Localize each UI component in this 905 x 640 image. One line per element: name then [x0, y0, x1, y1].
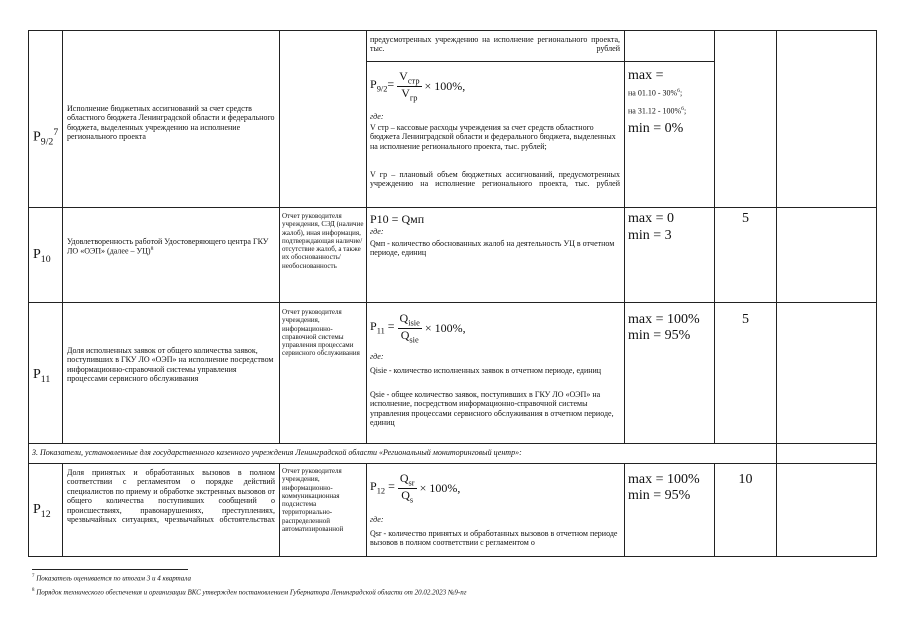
p92-name: Исполнение бюджетных ассигнований за счет средств областного бюджета Ленинградской области и федерального бюджета, выделенных учреждению на исполнение регионального проекта [67, 104, 275, 142]
footnote-separator [32, 569, 188, 570]
p12-formula: $P_{12}$ = $\frac{Q_{sr}}{Q_s}$ × 100%, [370, 471, 461, 505]
footnote-8: $^8$ Порядок технического обеспечения и организации ВКС утвержден постановлением Губернатора Ленинградской области от 20.02.2023 №9-пг [32, 588, 467, 597]
p92-def1: V стр – кассовые расходы учреждения за счет средств областного бюджета Ленинградской области и федерального бюджета, выделенных на исполнение регионального проекта, тыс. рублей; [370, 123, 616, 151]
p12-weight: 10 [738, 472, 753, 487]
col-divider-5 [714, 30, 715, 443]
footnote-7: $^7$ Показатель оценивается по итогам 3 и 4 квартала [32, 574, 191, 583]
p92-def2: V гр – плановый объем бюджетных ассигнований, предусмотренных учреждению на исполнение регионального проекта, тыс. рублей [370, 170, 620, 189]
p12-where: где: [370, 515, 384, 524]
p12-value-min: min = 95% [628, 488, 691, 503]
row-top-formula-text: предусмотренных учреждению на исполнение регионального проекта, тыс. рублей [370, 35, 620, 54]
p11-name: Доля исполненных заявок от общего количества заявок, поступивших в ГКУ ЛО «ОЭП» на исполнение посредством информационно-справочной системы управления процессами сервисного обслуживания [67, 346, 274, 384]
p92-formula: $P_{9/2}=$ $\frac{V_{стр}}{V_{гр}}$ × 100%, [370, 69, 466, 103]
p92-value-line2: на 01.10 - 30%$^6$; [628, 88, 683, 98]
p92-value-min: min = 0% [628, 121, 684, 136]
p11-where: где: [370, 352, 384, 361]
table-border-left [28, 30, 29, 557]
p10-name: Удовлетворенность работой Удостоверяющего центра ГКУ ЛО «ОЭП» (далее – УЦ)$^8$ [67, 237, 269, 257]
p11-def2: Qsie - общее количество заявок, поступивших в ГКУ ЛО «ОЭП» на исполнение, посредством информационно-справочной системы управления процессами сервисного обслуживания в отчетном периоде, единиц [370, 390, 614, 428]
col-divider-4b [624, 463, 625, 557]
table-border-top [28, 30, 877, 31]
row-line-4 [28, 463, 877, 464]
p12-code: $P_{12}$ [33, 502, 51, 520]
p11-code: $P_{11}$ [33, 367, 51, 385]
p12-name: Доля принятых и обработанных вызовов в полном соответствии с регламентом о порядке действий специалистов по приему и обработке экстренных вызовов от общего количества поступивших сообщений о происшествиях, правонарушениях, преступлениях, чрезвычайных ситуациях, чрезвычайных обстоятельствах [67, 468, 275, 525]
row-line-3 [28, 443, 877, 444]
p11-value-max: max = 100% [628, 312, 700, 327]
p10-value-min: min = 3 [628, 228, 672, 243]
col-divider-4 [624, 30, 625, 443]
p11-weight: 5 [742, 312, 749, 327]
col-divider-3b [366, 463, 367, 557]
row-line-top-split [366, 61, 714, 62]
row-line-2 [28, 302, 877, 303]
table-border-right [876, 30, 877, 557]
p11-source: Отчет руководителя учреждения, информационно-справочной системы управления процессами сервисного обслуживания [282, 308, 360, 358]
col-divider-1 [62, 30, 63, 443]
p10-weight: 5 [742, 211, 749, 226]
row-line-1 [28, 207, 877, 208]
p10-value-max: max = 0 [628, 211, 674, 226]
col-divider-2b [279, 463, 280, 557]
p92-value-max: max = [628, 68, 664, 83]
p11-def1: Qisie - количество исполненных заявок в отчетном периоде, единиц [370, 366, 602, 375]
p10-formula: P10 = Qмп [370, 212, 425, 226]
col-divider-2 [279, 30, 280, 443]
p10-def1: Qмп - количество обоснованных жалоб на деятельность УЦ в отчетном периоде, единиц [370, 239, 615, 258]
p10-source: Отчет руководителя учреждения, СЭД (наличие жалоб), иная информация, подтверждающая наличие/отсутствие жалоб, а также их обоснованность/необоснованность [282, 212, 364, 270]
p11-formula: $P_{11}$ = $\frac{Q_{isie}}{Q_{sie}}$ × 100%, [370, 311, 466, 345]
table-border-bottom [28, 556, 877, 557]
p92-value-line3: на 31.12 - 100%$^6$; [628, 106, 687, 116]
col-divider-6 [776, 30, 777, 557]
p11-value-min: min = 95% [628, 328, 691, 343]
p92-code: $P_{9/2}^7$ [33, 127, 59, 148]
p12-value-max: max = 100% [628, 472, 700, 487]
p10-code: $P_{10}$ [33, 247, 51, 265]
p10-where: где: [370, 227, 384, 236]
p12-def1: Qsr - количество принятых и обработанных вызовов в отчетном периоде вызовов в полном соответствии с регламентом о [370, 529, 618, 548]
col-divider-3 [366, 30, 367, 443]
p12-source: Отчет руководителя учреждения, информационно-коммуникационная подсистема территориально-распределенной автоматизированной [282, 467, 344, 533]
col-divider-1b [62, 463, 63, 557]
p92-where: где: [370, 112, 384, 121]
section-3-header: 3. Показатели, установленные для государственного казенного учреждения Ленинградской области «Региональный мониторинговый центр»: [32, 448, 522, 457]
